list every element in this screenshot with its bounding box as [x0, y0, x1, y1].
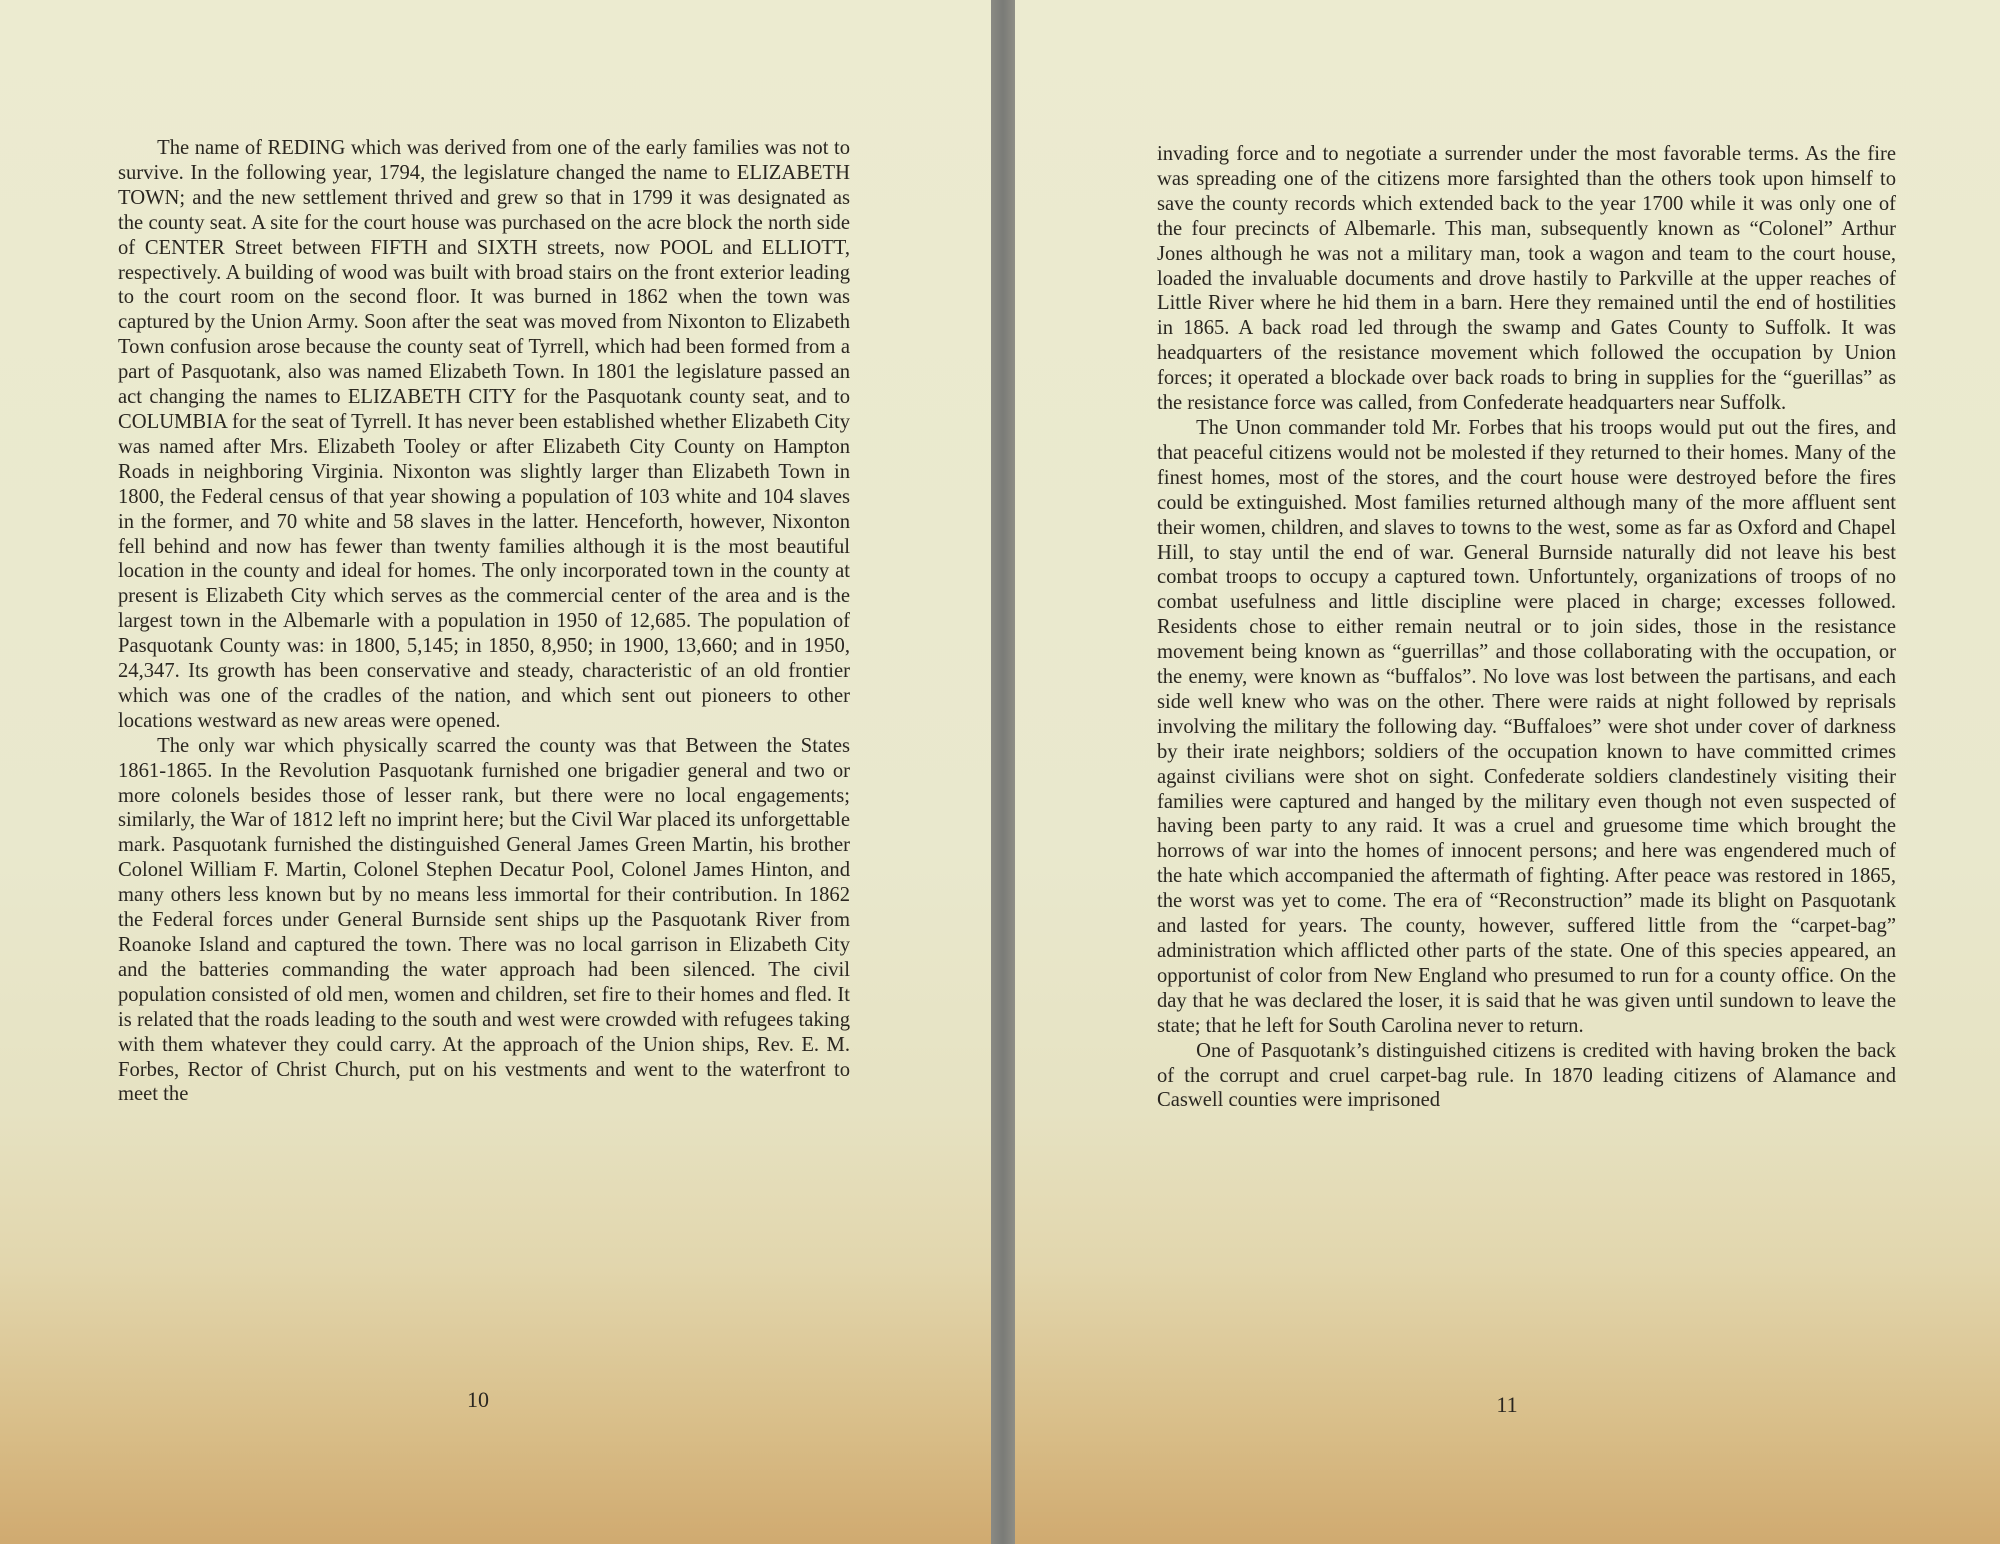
right-page-text — [1157, 142, 1896, 1113]
left-page — [0, 0, 991, 1544]
left-paragraph-2: The only war which physically scarred the county was that Between the States 1861-1865. In the Revolution Pasquotank furnished one brigadier general and two or more colonels besides those of lesser rank, but there were no local engagements; similarly, the War of 1812 left no imprint here; but the Civil War placed its unforgettable mark. Pasquotank furnished the distinguished General James Green Martin, his brother Colonel William F. Martin, Colonel Stephen Decatur Pool, Colonel James Hinton, and many others less known but by no means less immortal for their contribution. In 1862 the Federal forces under General Burnside sent ships up the Pasquotank River from Roanoke Island and captured the town. There was no local garrison in Elizabeth City and the batteries commanding the water approach had been silenced. The civil population consisted of old men, women and children, set fire to their homes and fled. It is related that the roads leading to the south and west were crowded with refugees taking with them whatever they could carry. At the approach of the Union ships, Rev. E. M. Forbes, Rector of Christ Church, put on his vestments and went to the waterfront to meet the — [118, 734, 850, 1106]
right-paragraph-2: The Unon commander told Mr. Forbes that his troops would put out the fires, and that peaceful citizens would not be molested if they returned to their homes. Many of the finest homes, most of the stores, and the court house were destroyed before the fires could be extinguished. Most families returned although many of the more affluent sent their women, children, and slaves to towns to the west, some as far as Oxford and Chapel Hill, to stay until the end of war. General Burnside naturally did not leave his best combat troops to occupy a captured town. Unfortuntely, organizations of troops of no combat usefulness and little discipline were placed in charge; excesses followed. Residents chose to either remain neutral or to join sides, those in the resistance movement being known as “guerrillas” and those collaborating with the occupation, or the enemy, were known as “buffalos”. No love was lost between the partisans, and each side well knew who was on the other. There were raids at night followed by reprisals involving the military the following day. “Buffaloes” were shot under cover of darkness by their irate neighbors; soldiers of the occupation known to have committed crimes against civilians were shot on sight. Confederate soldiers clandestinely visiting their families were captured and hanged by the military even though not even suspected of having been party to any raid. It was a cruel and gruesome time which brought the horrows of war into the homes of innocent persons; and here was engendered much of the hate which accompanied the aftermath of fighting. After peace was restored in 1865, the worst was yet to come. The era of “Reconstruction” made its blight on Pasquotank and lasted for years. The county, however, suffered little from the “carpet-bag” administration which afflicted other parts of the state. One of this species appeared, an opportunist of color from New England who presumed to run for a county office. On the day that he was declared the loser, it is said that he was given until sundown to leave the state; that he left for South Carolina never to return. — [1157, 416, 1896, 1037]
book-gutter — [991, 0, 1015, 1544]
left-page-number: 10 — [467, 1387, 489, 1412]
right-page-number: 11 — [1496, 1392, 1518, 1417]
right-paragraph-1: invading force and to negotiate a surrender under the most favorable terms. As the fire was spreading one of the citizens more farsighted than the others took upon himself to save the county records which extended back to the year 1700 while it was only one of the four precincts of Albemarle. This man, subsequently known as “Colonel” Arthur Jones although he was not a military man, took a wagon and team to the court house, loaded the invaluable documents and drove hastily to Parkville at the upper reaches of Little River where he hid them in a barn. Here they remained until the end of hostilities in 1865. A back road led through the swamp and Gates County to Suffolk. It was headquarters of the resistance movement which followed the occupation by Union forces; it operated a blockade over back roads to bring in supplies for the “guerillas” as the resistance force was called, from Confederate headquarters near Suffolk. — [1157, 143, 1896, 415]
left-page-text — [118, 136, 850, 1107]
right-paragraph-3: One of Pasquotank’s distinguished citizens is credited with having broken the back of the corrupt and cruel carpet-bag rule. In 1870 leading citizens of Alamance and Caswell counties were imprisoned — [1157, 1039, 1896, 1112]
left-paragraph-1: The name of REDING which was derived from one of the early families was not to survive. In the following year, 1794, the legislature changed the name to ELIZABETH TOWN; and the new settlement thrived and grew so that in 1799 it was designated as the county seat. A site for the court house was purchased on the acre block the north side of CENTER Street between FIFTH and SIXTH streets, now POOL and ELLIOTT, respectively. A building of wood was built with broad stairs on the front exterior leading to the court room on the second floor. It was burned in 1862 when the town was captured by the Union Army. Soon after the seat was moved from Nixonton to Elizabeth Town confusion arose because the county seat of Tyrrell, which had been formed from a part of Pasquotank, also was named Elizabeth Town. In 1801 the legislature passed an act changing the names to ELIZABETH CITY for the Pasquotank county seat, and to COLUMBIA for the seat of Tyrrell. It has never been established whether Elizabeth City was named after Mrs. Elizabeth Tooley or after Elizabeth City County on Hampton Roads in neighboring Virginia. Nixonton was slightly larger than Elizabeth Town in 1800, the Federal census of that year showing a population of 103 white and 104 slaves in the former, and 70 white and 58 slaves in the latter. Henceforth, however, Nixonton fell behind and now has fewer than twenty families although it is the most beautiful location in the county and ideal for homes. The only incorporated town in the county at present is Elizabeth City which serves as the commercial center of the area and is the largest town in the Albemarle with a population in 1950 of 12,685. The population of Pasquotank County was: in 1800, 5,145; in 1850, 8,950; in 1900, 13,660; and in 1950, 24,347. Its growth has been conservative and steady, characteristic of an old frontier which was one of the cradles of the nation, and which sent out pioneers to other locations westward as new areas were opened. — [118, 137, 850, 732]
right-page — [1015, 0, 2000, 1544]
